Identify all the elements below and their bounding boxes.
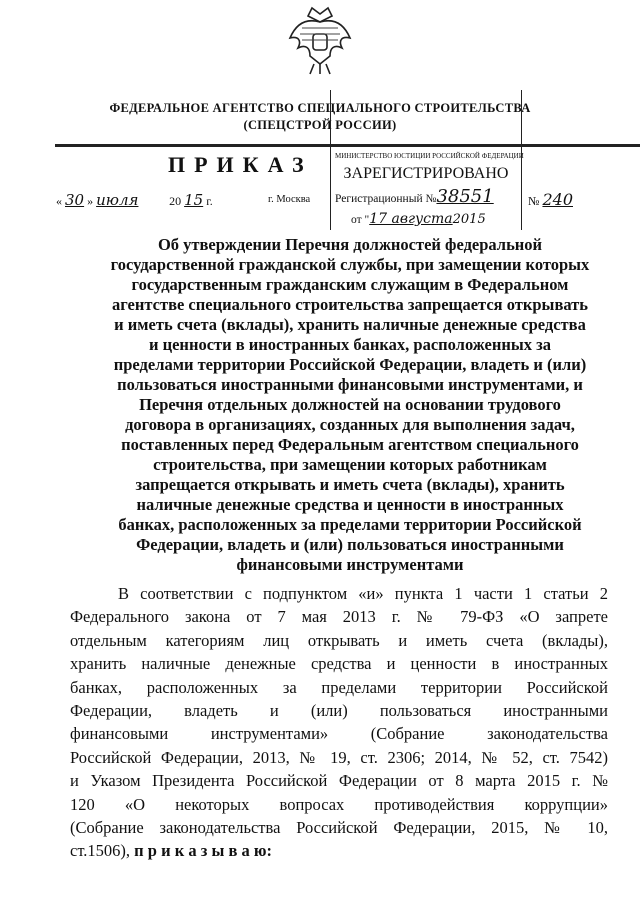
body-line: В соответствии с подпунктом «и» пункта 1 части 1 статьи 2 xyxy=(118,584,608,603)
agency-short-name: (СПЕЦСТРОЙ РОССИИ) xyxy=(243,118,397,132)
body-line: Российской Федерации, 2013, № 19, ст. 2306; 2014, № 52, ст. 7542) xyxy=(70,747,608,767)
body-line: финансовыми инструментами» (Собрание законодательства xyxy=(70,724,608,744)
body-line: Федерального закона от 7 мая 2013 г. № 79-ФЗ «О запрете xyxy=(70,607,608,627)
registration-stamp xyxy=(330,90,522,230)
title-line: запрещается открывать и иметь счета (вклады), хранить xyxy=(135,475,565,494)
agency-name: ФЕДЕРАЛЬНОЕ АГЕНТСТВО СПЕЦИАЛЬНОГО СТРОИТЕЛЬСТВА xyxy=(109,101,531,115)
title-line: государственной гражданской службы, при замещении которых xyxy=(110,255,590,274)
body-line: хранить наличные денежные средства и ценности в иностранных xyxy=(70,654,608,674)
stamp-reg-number: 38551 xyxy=(436,186,494,207)
body-line: отдельным категориям лиц открывать и иметь счета (вклады), xyxy=(70,630,608,650)
order-number xyxy=(528,190,573,211)
stamp-ministry: МИНИСТЕРСТВО ЮСТИЦИИ РОССИЙСКОЙ ФЕДЕРАЦИИ xyxy=(335,152,524,160)
order-date: « 30 » июля 20 15 г. xyxy=(56,191,213,209)
city: г. Москва xyxy=(268,194,311,205)
coat-of-arms-emblem xyxy=(288,4,352,76)
title-line: банках, расположенных за пределами территории Российской xyxy=(118,515,582,534)
stamp-reg-label: Регистрационный № xyxy=(335,193,437,205)
title-line: Об утверждении Перечня должностей федеральной xyxy=(157,235,543,254)
title-line: и ценности в иностранных банках, расположенных за xyxy=(148,335,552,354)
title-line: строительства, при замещении которых работникам xyxy=(153,455,547,474)
title-line: пределами территории Российской Федерации, владеть и (или) xyxy=(113,355,587,374)
title-line: агентстве специального строительства запрещается открывать xyxy=(111,295,589,314)
body-line: 120 «О некоторых вопросах противодействия коррупции» xyxy=(70,794,608,814)
title-line: Федерации, владеть и (или) пользоваться иностранными xyxy=(136,535,564,554)
date-year: 15 xyxy=(184,191,204,209)
body-line: банках, расположенных за пределами территории Российской xyxy=(70,677,608,697)
body-line: Федерации, владеть и (или) пользоваться иностранными xyxy=(70,701,608,720)
stamp-from-label: от " xyxy=(351,214,370,226)
title-line: государственным гражданским служащим в Федеральном xyxy=(131,275,569,294)
date-suffix: г. xyxy=(206,194,213,208)
stamp-reg-year: 2015 xyxy=(452,212,486,227)
body-line: и Указом Президента Российской Федерации от 8 марта 2015 г. № xyxy=(70,771,608,791)
body-line-final xyxy=(70,839,608,862)
order-directive: п р и к а з ы в а ю: xyxy=(134,841,273,861)
title-line: договора в организациях, созданных для выполнения задач, xyxy=(125,415,575,434)
stamp-registered: ЗАРЕГИСТРИРОВАНО xyxy=(343,165,509,182)
title-line: пользоваться иностранными финансовыми инструментами, и xyxy=(117,375,583,394)
date-year-prefix: 20 xyxy=(169,194,182,208)
body-line: (Собрание законодательства Российской Федерации, 2015, № 10, xyxy=(70,818,608,837)
body-final-text: ст.1506), xyxy=(70,841,135,861)
number-label: № xyxy=(528,194,540,208)
stamp-reg-date: 17 августа xyxy=(369,211,453,227)
date-month: июля xyxy=(96,191,139,209)
number-value: 240 xyxy=(542,190,573,209)
document-type: ПРИКАЗ xyxy=(168,152,313,177)
date-day: 30 xyxy=(65,191,85,209)
title-line: Перечня отдельных должностей на основании трудового xyxy=(139,395,561,414)
title-line: наличные денежные средства и ценности в иностранных xyxy=(136,495,564,514)
title-line: финансовыми инструментами xyxy=(236,555,464,574)
title-line: поставленных перед Федеральным агентством специального xyxy=(121,435,579,454)
title-line: и иметь счета (вклады), хранить наличные денежные средства xyxy=(114,315,586,334)
